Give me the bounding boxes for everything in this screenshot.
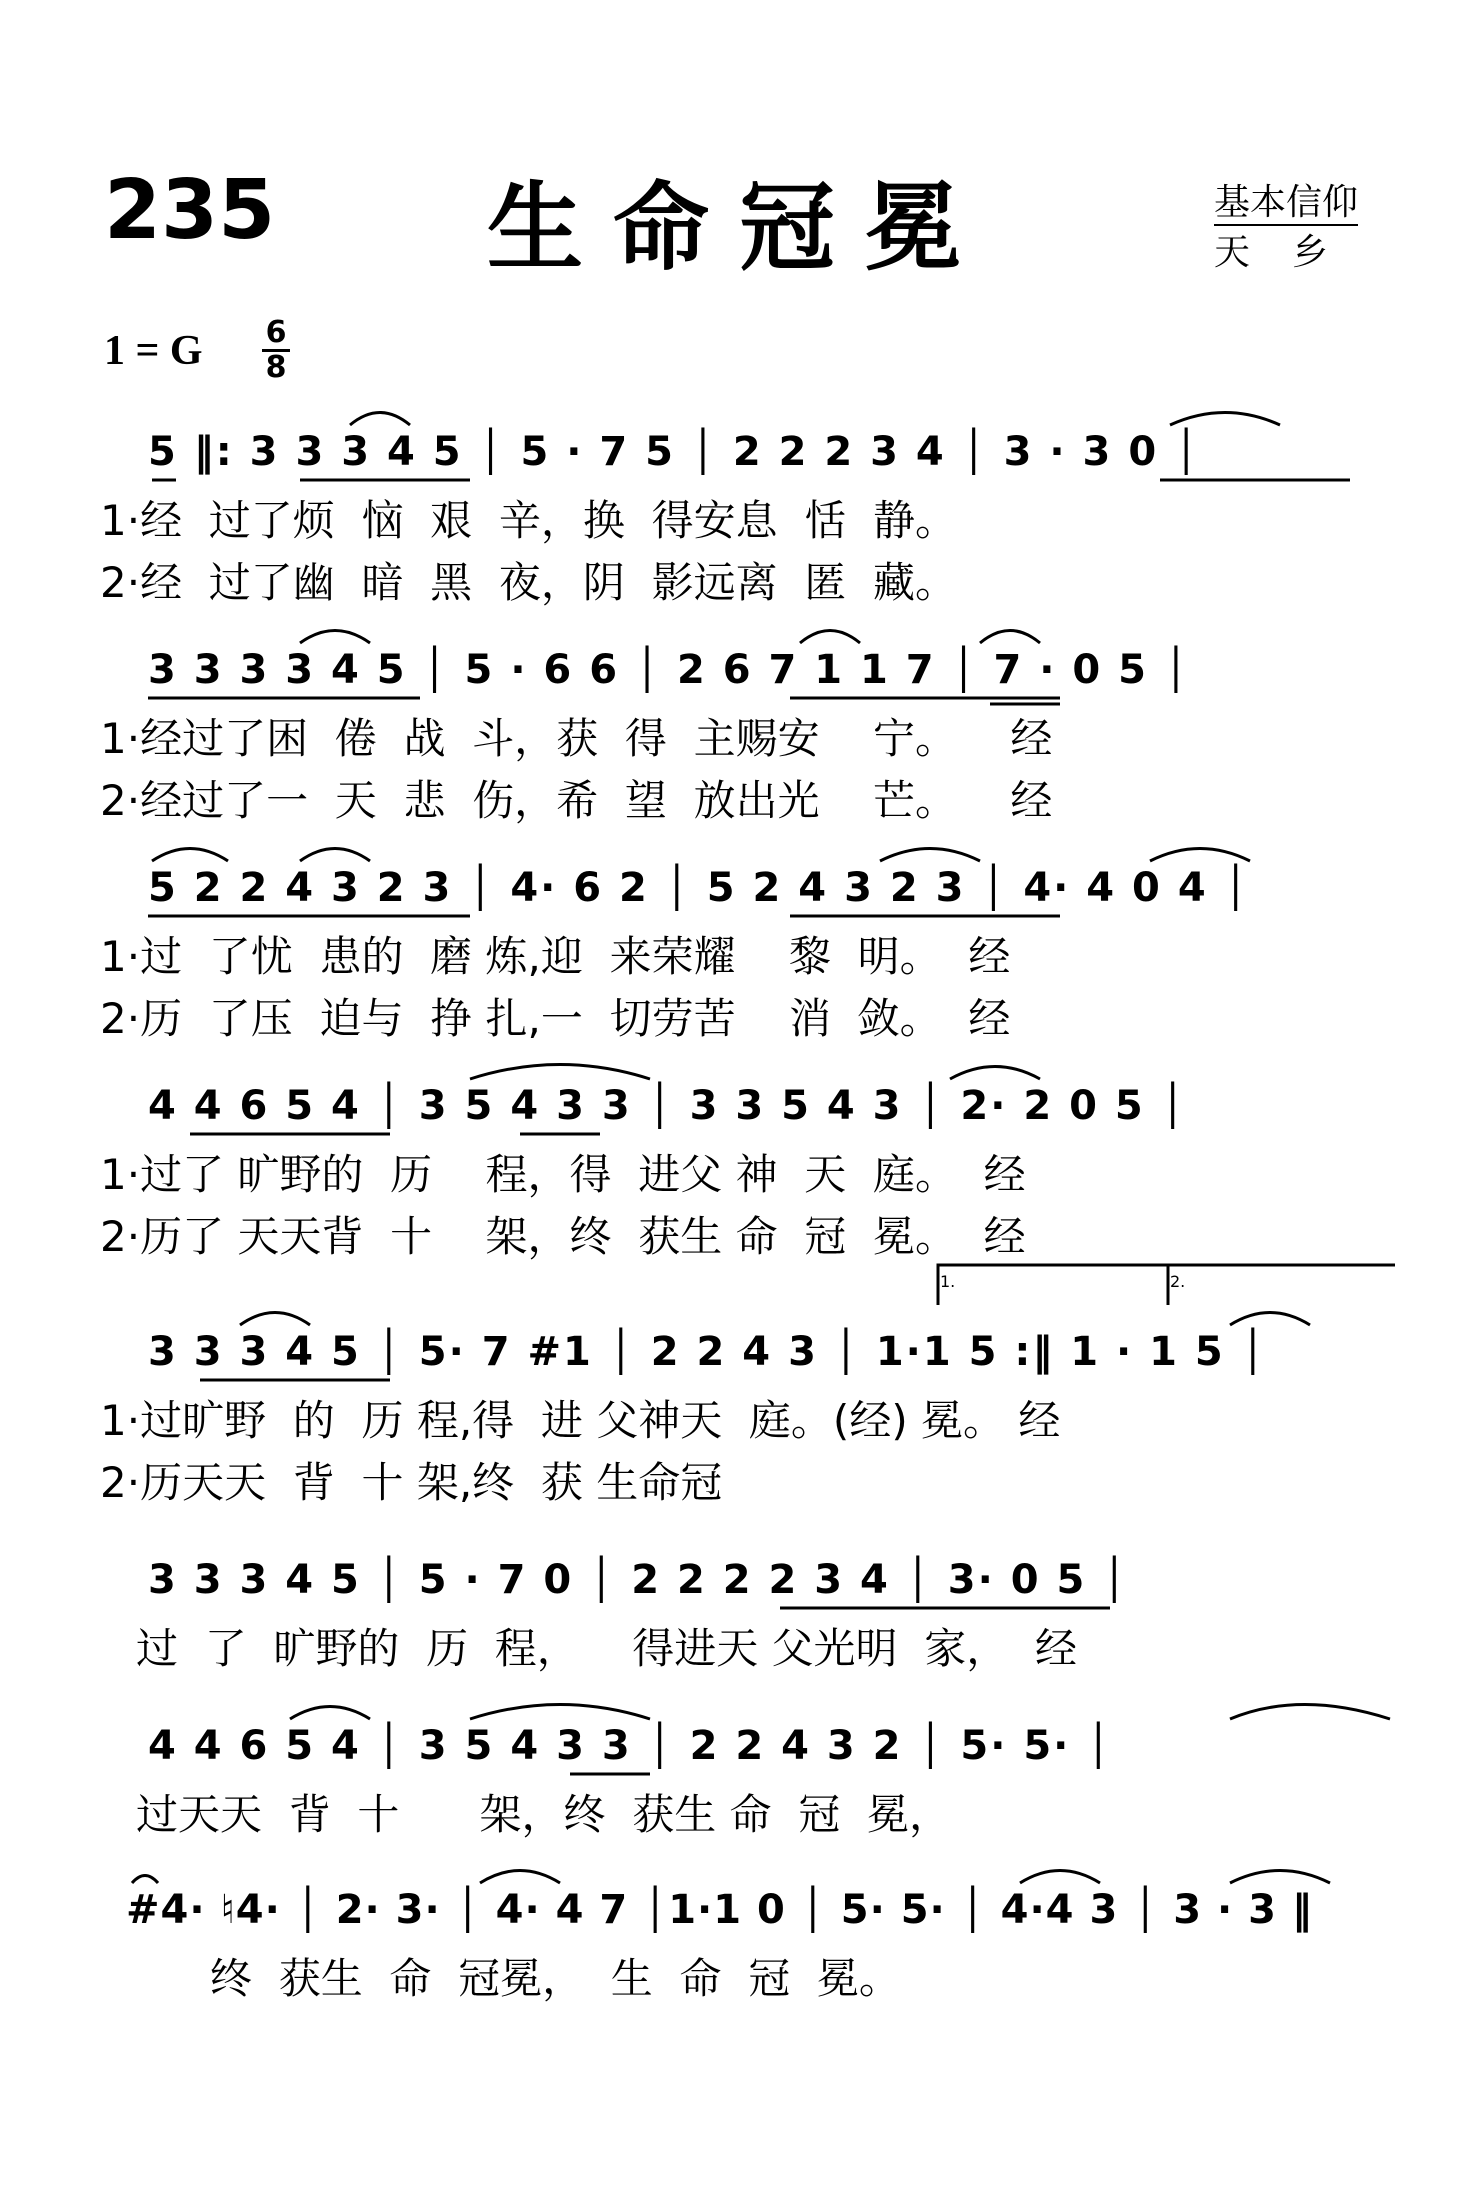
notation-line-3: 5 2 2 4 3 2 3 │ 4· 6 2 │ 5 2 4 3 2 3 │ 4· 4 0 4 │: [148, 865, 1250, 911]
hymn-title: 生命冠冕: [487, 171, 991, 284]
slur: [880, 849, 980, 862]
author-label: 天乡: [1214, 232, 1371, 273]
lyric-line-7: 过天天 背 十 架，终 获生 命 冠 冕，: [136, 1790, 951, 1839]
lyric-line-3-verse-2: 2·历 了压 迫与 挣 扎,一 切劳苦 消 敛。 经: [100, 994, 1011, 1043]
notation-line-2: 3 3 3 3 4 5 │ 5 · 6 6 │ 2 6 7 1 1 7 │ 7 · 0 5 │: [148, 647, 1190, 693]
slur: [350, 413, 410, 426]
lyric-line-2-verse-1: 1·经过了困 倦 战 斗，获 得 主赐安 宁。 经: [100, 714, 1053, 763]
time-signature-numerator: 6: [262, 318, 290, 352]
slur: [1020, 1871, 1100, 1884]
notation-line-1: 5 ‖: 3 3 3 4 5 │ 5 · 7 5 │ 2 2 2 3 4 │ 3 · 3 0 │: [148, 429, 1201, 475]
notation-line-5: 3 3 3 4 5 │ 5· 7 #1 │ 2 2 4 3 │ 1·1 5 :‖ 1 · 1 5 │: [148, 1329, 1267, 1375]
hymn-number: 235: [104, 163, 276, 258]
lyric-line-5-verse-1: 1·过旷野 的 历 程,得 进 父神天 庭。(经) 冕。 经: [100, 1396, 1061, 1445]
lyric-line-4-verse-1: 1·过了 旷野的 历 程，得 进父 神 天 庭。 经: [100, 1150, 1026, 1199]
slur: [950, 1067, 1040, 1080]
lyric-line-3-verse-1: 1·过 了忧 患的 磨 炼,迎 来荣耀 黎 明。 经: [100, 932, 1011, 981]
slur: [980, 631, 1040, 644]
slur: [300, 631, 370, 644]
slur: [470, 1065, 650, 1080]
volta-bracket-2: [1168, 1265, 1395, 1305]
slur: [1150, 849, 1250, 862]
lyric-line-2-verse-2: 2·经过了一 天 悲 伤，希 望 放出光 芒。 经: [100, 776, 1053, 825]
slur: [1230, 1871, 1330, 1884]
lyric-line-8: 终 获生 命 冠冕， 生 命 冠 冕。: [210, 1954, 901, 2003]
lyric-line-1-verse-1: 1·经 过了烦 恼 艰 辛，换 得安息 恬 静。: [100, 496, 957, 545]
volta-bracket-1: [938, 1265, 1170, 1305]
slur: [470, 1705, 650, 1720]
slur: [1230, 1705, 1390, 1720]
notation-line-7: 4 4 6 5 4 │ 3 5 4 3 3 │ 2 2 4 3 2 │ 5· 5· │: [148, 1723, 1113, 1769]
slur: [240, 1313, 310, 1326]
lyric-line-1-verse-2: 2·经 过了幽 暗 黑 夜，阴 影远离 匿 藏。: [100, 558, 957, 607]
lyric-line-4-verse-2: 2·历了 天天背 十 架，终 获生 命 冠 冕。 经: [100, 1212, 1026, 1261]
slur: [290, 1707, 370, 1720]
slur: [480, 1871, 560, 1884]
key-signature: 1 = G: [104, 328, 203, 374]
lyric-line-5-verse-2: 2·历天天 背 十 架,终 获 生命冠: [100, 1458, 723, 1507]
notation-line-8: #4· ♮4· │ 2· 3· │ 4· 4 7 │1·1 0 │ 5· 5· │ 4·4 3 │ 3 · 3 ‖: [126, 1887, 1313, 1933]
volta-second-ending: 2.: [1170, 1272, 1186, 1291]
slur: [132, 1876, 158, 1884]
slur: [300, 849, 370, 862]
notation-line-4: 4 4 6 5 4 │ 3 5 4 3 3 │ 3 3 5 4 3 │ 2· 2 0 5 │: [148, 1083, 1187, 1129]
time-signature-denominator: 8: [265, 350, 287, 385]
slur: [1230, 1313, 1310, 1326]
category-label: 基本信仰: [1214, 185, 1358, 226]
lyric-line-6: 过 了 旷野的 历 程， 得进天 父光明 家， 经: [136, 1624, 1077, 1673]
volta-first-ending: 1.: [940, 1272, 956, 1291]
slur: [152, 849, 228, 862]
slur: [800, 631, 860, 644]
slur: [1170, 413, 1280, 426]
notation-line-6: 3 3 3 4 5 │ 5 · 7 0 │ 2 2 2 2 3 4 │ 3· 0 5 │: [148, 1557, 1129, 1603]
